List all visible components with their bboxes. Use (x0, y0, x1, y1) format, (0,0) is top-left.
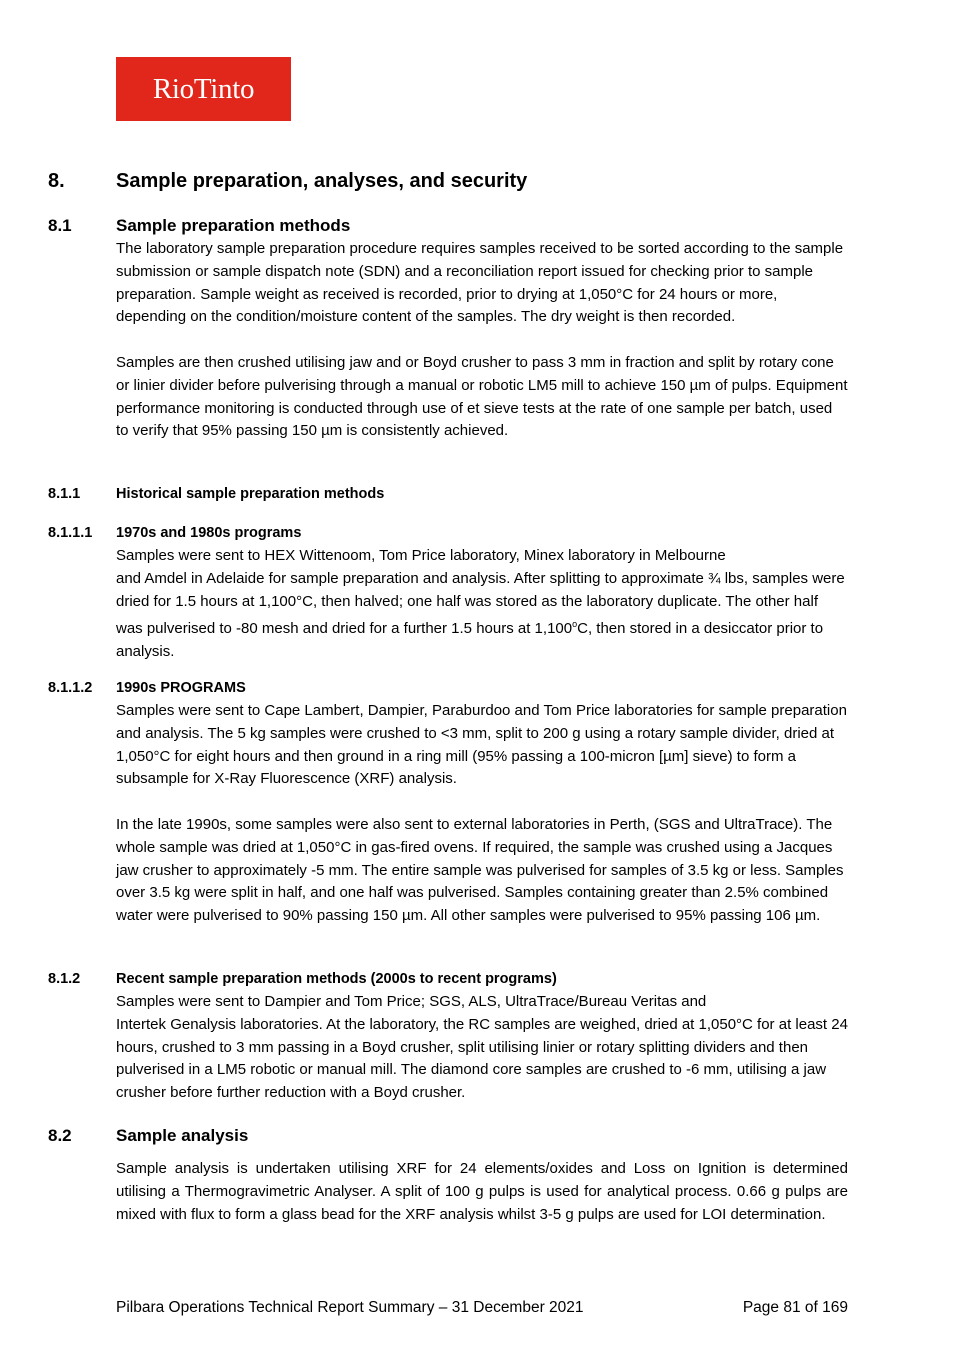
paragraph-8-1-1-2-b: In the late 1990s, some samples were also sent to external laboratories in Perth, (SGS and UltraTrace). The whole sample was dried at 1,050°C in gas-fired ovens. If required, the sample was crushed using a Jacques jaw crusher to approximately -5 mm. The entire sample was pulverised for samples of 3.5 kg or less. Samples over 3.5 kg were split in half, and one half was pulverised. Samples containing greater than 2.5% combined water were pulverised to 90% passing 150 µm. All other samples were pulverised to 95% passing 106 µm. (116, 815, 844, 925)
heading-number: 8.1.1.2 (48, 680, 93, 696)
heading-title: 1990s PROGRAMS (116, 680, 246, 696)
heading-title: Historical sample preparation methods (116, 486, 385, 502)
heading-8-1-1-2 (48, 680, 848, 700)
section-8-1-1-1 (48, 525, 848, 664)
heading-8-2 (48, 1126, 848, 1148)
paragraph-8-1-a: The laboratory sample preparation procedure requires samples received to be sorted according to the sample submission or sample dispatch note (SDN) and a reconciliation report issued for checking prior to sample preparation. Sample weight as received is recorded, prior to drying at 1,050°C for 24 hours or more, depending on the condition/moisture content of the samples. The dry weight is then recorded. (116, 240, 844, 326)
paragraph-8-1-1-1 (116, 545, 848, 664)
paragraph-8-1-2 (116, 991, 848, 1105)
section-title: Sample preparation, analyses, and security (116, 170, 528, 192)
paragraph-8-1-1-2-a: Samples were sent to Cape Lambert, Dampier, Paraburdoo and Tom Price laboratories for sample preparation and analysis. The 5 kg samples were crushed to <3 mm, split to 200 g using a rotary sample divider, dried at 1,050°C for eight hours and then ground in a ring mill (95% passing a 100-micron [µm] sieve) to form a subsample for X-Ray Fluorescence (XRF) analysis. (116, 702, 847, 788)
para-line-3: C, then stored in a desiccator prior to analysis. (116, 620, 824, 661)
heading-title: Sample preparation methods (116, 216, 351, 235)
heading-title: Recent sample preparation methods (2000s to recent programs) (116, 971, 557, 987)
para-line-2: Intertek Genalysis laboratories. At the laboratory, the RC samples are weighed, dried at 1,050°C for at least 24 hours, crushed to 3 mm passing in a Boyd crusher, split utilising linier or rotary splitting dividers and then pulverised in a LM5 robotic or manual mill. The diamond core samples are crushed to -6 mm, utilising a jaw crusher before further reduction with a Boyd crusher. (116, 1015, 848, 1102)
footer-report-title: Pilbara Operations Technical Report Summary – 31 December 2021 (116, 1299, 584, 1316)
heading-8-1-1 (48, 486, 848, 506)
heading-number: 8.1.2 (48, 971, 81, 987)
heading-title: 1970s and 1980s programs (116, 525, 302, 541)
paragraph-8-1-b: Samples are then crushed utilising jaw and or Boyd crusher to pass 3 mm in fraction and split by rotary cone or linier divider before pulverising through a manual or robotic LM5 mill to achieve 150 µm of pulps. Equipment performance monitoring is conducted through use of et sieve tests at the rate of one sample per batch, used to verify that 95% passing 150 µm is consistently achieved. (116, 353, 848, 440)
section-8-2 (48, 1126, 848, 1226)
heading-8-1 (48, 216, 848, 238)
heading-number: 8.1 (48, 216, 72, 235)
heading-number: 8.1.1 (48, 486, 81, 502)
paragraph-8-2: Sample analysis is undertaken utilising XRF for 24 elements/oxides and Loss on Ignition is determined utilising a Thermogravimetric Analyser. A split of 100 g pulps is used for analytical process. 0.66 g pulps are mixed with flux to form a glass bead for the XRF analysis whilst 3-5 g pulps are used for LOI determination. (116, 1160, 848, 1223)
para-line-1: Samples were sent to HEX Wittenoom, Tom Price laboratory, Minex laboratory in Melbourne (116, 547, 726, 564)
page-footer (116, 1299, 848, 1317)
heading-number: 8.2 (48, 1126, 72, 1145)
footer-page-number: Page 81 of 169 (742, 1299, 848, 1316)
logo-text: RioTinto (152, 72, 255, 105)
para-line-1: Samples were sent to Dampier and Tom Price; SGS, ALS, UltraTrace/Bureau Veritas and (116, 993, 707, 1010)
section-8-1-1-2 (48, 680, 848, 928)
heading-title: Sample analysis (116, 1126, 249, 1145)
section-number: 8. (48, 170, 65, 192)
degree-superscript: o (572, 619, 578, 630)
section-8-1 (48, 216, 848, 443)
heading-8-1-2 (48, 971, 848, 991)
heading-number: 8.1.1.1 (48, 525, 93, 541)
section-8-1-1 (48, 486, 848, 506)
section-8-1-2 (48, 971, 848, 1105)
rio-tinto-logo (116, 57, 291, 121)
para-line-2: and Amdel in Adelaide for sample preparation and analysis. After splitting to approximate ¾ lbs, samples were dried for 1.5 hours at 1,100°C, then halved; one half was stored as the laboratory duplicate. The other half was pulverised to -80 mesh and dried for a further 1.5 hours at 1,100 (116, 569, 845, 638)
heading-8-1-1-1 (48, 525, 848, 545)
